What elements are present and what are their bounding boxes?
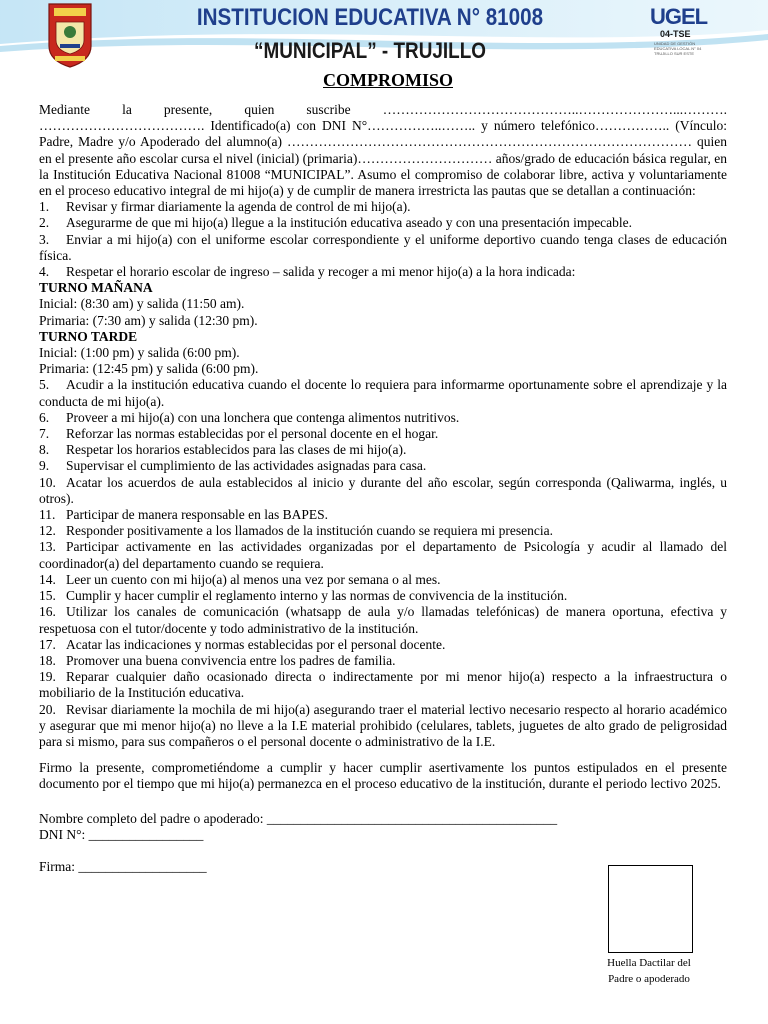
turno-tarde-inicial: Inicial: (1:00 pm) y salida (6:00 pm). <box>39 345 240 361</box>
list-item <box>39 702 727 751</box>
list-item <box>39 475 727 507</box>
document-header <box>0 0 768 72</box>
institution-name-title: “MUNICIPAL” - TRUJILLO <box>254 38 486 63</box>
turno-tarde-primaria: Primaria: (12:45 pm) y salida (6:00 pm). <box>39 361 259 377</box>
list-item-text: Asegurarme de que mi hijo(a) llegue a la institución educativa aseado y con una presentación impecable. <box>66 215 633 231</box>
school-crest-logo <box>46 2 94 68</box>
list-item-text: Revisar y firmar diariamente la agenda de control de mi hijo(a). <box>66 199 411 215</box>
document-title: COMPROMISO <box>323 70 453 90</box>
list-item-text: Utilizar los canales de comunicación (whatsapp de aula y/o llamadas telefónicas) de manera oportuna, efectiva y respetuosa con el tutor/docente y todo administrativo de la institución. <box>39 604 727 636</box>
list-item-number: 7. <box>39 426 50 442</box>
list-item <box>39 604 727 636</box>
list-item-number: 10. <box>39 474 56 490</box>
list-item-text: Respetar el horario escolar de ingreso – salida y recoger a mi menor hijo(a) a la hora indicada: <box>66 264 576 280</box>
list-item <box>39 653 727 669</box>
list-item-number: 8. <box>39 442 50 458</box>
list-item <box>39 215 727 231</box>
list-item-text: Acudir a la institución educativa cuando el docente lo requiera para informarme oportunamente sobre el aprendizaje y la conducta de mi hijo(a). <box>39 377 727 409</box>
list-item-text: Respetar los horarios establecidos para las clases de mi hijo(a). <box>66 442 407 458</box>
list-item-text: Promover una buena convivencia entre los padres de familia. <box>66 652 396 668</box>
list-item <box>39 264 727 280</box>
dni-line: DNI N°: _________________ <box>39 826 204 842</box>
document-body <box>39 102 727 875</box>
list-item-text: Participar de manera responsable en las BAPES. <box>66 507 329 523</box>
ugel-logo <box>650 6 730 66</box>
commitment-list-part1 <box>39 199 727 280</box>
turno-manana-inicial: Inicial: (8:30 am) y salida (11:50 am). <box>39 296 245 312</box>
ugel-logo-lines: UNIDAD DE GESTIÓN EDUCATIVA LOCAL N° 04 TRUJILLO SUR ESTE <box>654 41 702 56</box>
ugel-logo-text: UGEL <box>650 4 708 29</box>
list-item-text: Supervisar el cumplimiento de las actividades asignadas para casa. <box>66 458 427 474</box>
ugel-logo-sub: 04-TSE <box>660 29 691 39</box>
list-item-number: 16. <box>39 604 56 620</box>
list-item-number: 12. <box>39 523 56 539</box>
list-item-number: 5. <box>39 377 50 393</box>
list-item <box>39 377 727 409</box>
list-item-text: Cumplir y hacer cumplir el reglamento interno y las normas de convivencia de la institución. <box>66 588 568 604</box>
list-item-number: 11. <box>39 507 56 523</box>
list-item-number: 15. <box>39 588 56 604</box>
fingerprint-box <box>608 865 693 953</box>
turno-tarde-heading: TURNO TARDE <box>39 328 138 344</box>
list-item <box>39 637 727 653</box>
list-item-text: Responder positivamente a los llamados de la institución cuando se requiera mi presencia. <box>66 523 553 539</box>
closing-paragraph: Firmo la presente, comprometiéndome a cumplir y hacer cumplir asertivamente los puntos estipulados en el presente documento por el tiempo que mi hijo(a) permanezca en el proceso educativo de la institución, durante el periodo lectivo 2025. <box>39 760 727 792</box>
list-item <box>39 507 727 523</box>
turno-manana-heading: TURNO MAÑANA <box>39 280 153 296</box>
list-item <box>39 523 727 539</box>
list-item <box>39 539 727 571</box>
list-item-text: Leer un cuento con mi hijo(a) al menos una vez por semana o al mes. <box>66 571 441 587</box>
fingerprint-caption-line1: Huella Dactilar del <box>607 957 691 969</box>
list-item-number: 1. <box>39 199 50 215</box>
list-item <box>39 588 727 604</box>
signature-line: Firma: ___________________ <box>39 858 207 874</box>
list-item-text: Proveer a mi hijo(a) con una lonchera que contenga alimentos nutritivos. <box>66 409 460 425</box>
list-item-text: Acatar las indicaciones y normas establecidas por el personal docente. <box>66 636 446 652</box>
list-item-number: 17. <box>39 636 56 652</box>
institution-title: INSTITUCION EDUCATIVA N° 81008 <box>196 4 544 31</box>
list-item-text: Acatar los acuerdos de aula establecidos al inicio y durante del año escolar, según corresponda (Qaliwarma, inglés, u otros). <box>39 474 727 506</box>
list-item <box>39 199 727 215</box>
list-item <box>39 426 727 442</box>
list-item-number: 13. <box>39 539 56 555</box>
list-item-number: 18. <box>39 652 56 668</box>
list-item <box>39 458 727 474</box>
list-item-number: 6. <box>39 409 50 425</box>
list-item-number: 4. <box>39 264 50 280</box>
list-item-number: 14. <box>39 571 56 587</box>
list-item <box>39 410 727 426</box>
turno-manana-primaria: Primaria: (7:30 am) y salida (12:30 pm). <box>39 312 258 328</box>
parent-name-line: Nombre completo del padre o apoderado: ___________________________________________ <box>39 810 558 826</box>
fingerprint-caption-line2: Padre o apoderado <box>608 973 690 985</box>
list-item-number: 3. <box>39 231 50 247</box>
list-item-number: 2. <box>39 215 50 231</box>
list-item <box>39 442 727 458</box>
commitment-list-part2 <box>39 377 727 750</box>
fingerprint-caption <box>590 955 708 987</box>
intro-paragraph: Mediante la presente, quien suscribe ……………………………………..…………………...………. ………………………………. Identificado(a) con DNI N°……………..…….. y número telefónico…………….. (Vínculo: Padre, Madre y/o Apoderado del alumno(a) ……………………………………………………………………………… quien en el presente año escolar cursa el nivel (inicial) (primaria)………………………… años/grado de educación básica regular, en la Institución Educativa Nacional 81008 “MUNICIPAL”. Asumo el compromiso de colaborar libre, activa y voluntariamente en el proceso educativo integral de mi hijo(a) y de cumplir de manera irrestricta las pautas que se detallan a continuación: <box>39 102 727 199</box>
list-item-text: Participar activamente en las actividades organizadas por el departamento de Psicología y acudir al llamado del coordinador(a) del departamento cuando se requiera. <box>39 539 727 571</box>
list-item <box>39 669 727 701</box>
list-item-text: Reparar cualquier daño ocasionado directa o indirectamente por mi menor hijo(a) respecto a la infraestructura o mobiliario de la Institución educativa. <box>39 669 727 701</box>
list-item-number: 19. <box>39 669 56 685</box>
list-item-text: Reforzar las normas establecidas por el personal docente en el hogar. <box>66 426 439 442</box>
list-item-text: Revisar diariamente la mochila de mi hijo(a) asegurando traer el material lectivo necesario respecto al horario académico y asegurar que mi menor hijo(a) no lleve a la I.E material prohibido (celulares, tablets, juguetes de alto grado de peligrosidad para si mismo, para sus compañeros o el personal docente o administrativo de la I.E. <box>39 701 727 749</box>
list-item-text: Enviar a mi hijo(a) con el uniforme escolar correspondiente y el uniforme deportivo cuando tenga clases de educación física. <box>39 231 727 263</box>
list-item <box>39 572 727 588</box>
list-item-number: 9. <box>39 458 50 474</box>
list-item <box>39 232 727 264</box>
list-item-number: 20. <box>39 701 56 717</box>
